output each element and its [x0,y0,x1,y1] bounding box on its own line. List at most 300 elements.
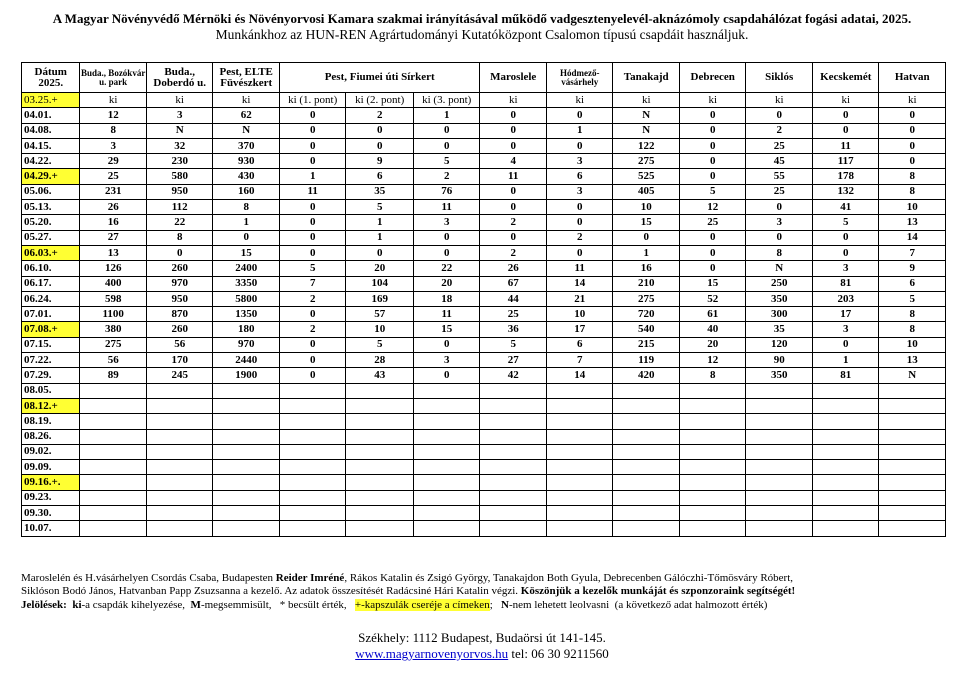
value-cell: 35 [346,184,414,199]
value-cell [146,460,213,475]
value-cell [346,398,414,413]
legend-n: N [501,599,509,611]
value-cell [213,521,280,536]
col-header-hatvan: Hatvan [879,63,946,93]
value-cell [879,414,946,429]
value-cell [546,506,613,521]
value-cell: 3 [413,353,480,368]
value-cell: 55 [746,169,813,184]
value-cell [746,490,813,505]
value-cell: 25 [746,138,813,153]
value-cell [879,460,946,475]
value-cell: 3 [812,261,879,276]
value-cell: 57 [346,307,414,322]
value-cell: 12 [80,108,147,123]
date-cell: 07.29. [22,368,80,383]
value-cell [812,521,879,536]
col-header-buda-doberdo: Buda., Doberdó u. [146,63,213,93]
value-cell [879,506,946,521]
value-cell: 0 [279,215,346,230]
value-cell [812,383,879,398]
table-row [22,429,946,444]
value-cell: 300 [746,307,813,322]
date-cell: 08.26. [22,429,80,444]
phone: tel: 06 30 9211560 [508,646,609,661]
value-cell [279,429,346,444]
legend-n-text: -nem lehetett leolvasni [508,599,610,611]
value-cell [480,475,547,490]
value-cell [80,444,147,459]
value-cell: 420 [613,368,680,383]
col-header-maroslele: Maroslele [480,63,547,93]
value-cell: 0 [546,108,613,123]
value-cell: 0 [480,108,547,123]
value-cell: 67 [480,276,547,291]
table-row [22,414,946,429]
value-cell: 230 [146,154,213,169]
value-cell: 2 [279,291,346,306]
value-cell: 0 [146,245,213,260]
value-cell: N [746,261,813,276]
value-cell [679,521,746,536]
value-cell: 8 [879,307,946,322]
thanks-text: Köszönjük a kezelők munkáját és szponzoraink segítségét! [520,585,796,597]
value-cell: 180 [213,322,280,337]
value-cell: 45 [746,154,813,169]
value-cell: 5 [279,261,346,276]
date-cell: 04.22. [22,154,80,169]
value-cell: 0 [279,108,346,123]
value-cell [279,490,346,505]
value-cell: 21 [546,291,613,306]
value-cell [480,521,547,536]
value-cell [413,444,480,459]
value-cell: ki [80,93,147,108]
unit-row [22,93,946,108]
value-cell: 2 [546,230,613,245]
value-cell [613,506,680,521]
value-cell: 3350 [213,276,280,291]
value-cell [546,490,613,505]
table-row [22,215,946,230]
value-cell [746,475,813,490]
value-cell [679,414,746,429]
value-cell: 35 [746,322,813,337]
table-row [22,398,946,413]
legend-m-text: -megsemmisült, [200,599,272,611]
value-cell: 10 [613,200,680,215]
table-row [22,245,946,260]
value-cell: 25 [80,169,147,184]
legend [21,599,946,612]
value-cell: 0 [679,245,746,260]
contact-line [0,646,964,662]
value-cell: 870 [146,307,213,322]
table-body [22,93,946,537]
col-header-hodmezovasarhely: Hódmező-vásárhely [546,63,613,93]
value-cell: 20 [413,276,480,291]
value-cell [679,398,746,413]
date-cell: 08.12.+ [22,398,80,413]
value-cell: 52 [679,291,746,306]
value-cell: 1 [279,169,346,184]
value-cell [679,475,746,490]
value-cell [346,506,414,521]
trap-data-table [21,62,946,537]
value-cell: 1 [613,245,680,260]
value-cell: 0 [812,230,879,245]
value-cell: 6 [879,276,946,291]
value-cell [613,444,680,459]
date-cell: 05.27. [22,230,80,245]
value-cell: 76 [413,184,480,199]
value-cell: N [613,123,680,138]
value-cell [746,444,813,459]
value-cell: 0 [879,108,946,123]
value-cell: 0 [279,245,346,260]
value-cell: 0 [812,337,879,352]
value-cell [213,398,280,413]
value-cell: 13 [879,215,946,230]
value-cell: 14 [879,230,946,245]
value-cell [546,398,613,413]
page-subtitle: Munkánkhoz az HUN-REN Agrártudományi Kutatóközpont Csalomon típusú csapdáit használjuk. [215,27,749,42]
value-cell: 0 [679,138,746,153]
value-cell: 1 [812,353,879,368]
value-cell: ki (1. pont) [279,93,346,108]
value-cell: 25 [679,215,746,230]
table-row [22,475,946,490]
value-cell: 0 [413,123,480,138]
date-cell: 06.24. [22,291,80,306]
value-cell: 2 [279,322,346,337]
value-cell: 36 [480,322,547,337]
value-cell: 0 [679,261,746,276]
value-cell: 231 [80,184,147,199]
value-cell: 370 [213,138,280,153]
value-cell [346,460,414,475]
value-cell: 2 [346,108,414,123]
legend-star: * becsült érték, [279,599,347,611]
value-cell [812,429,879,444]
value-cell: 20 [346,261,414,276]
table-row [22,506,946,521]
col-header-date: Dátum 2025. [22,63,80,93]
value-cell [613,490,680,505]
legend-ki-text: -a csapdák kihelyezése, [81,599,186,611]
value-cell: 3 [413,215,480,230]
col-header-debrecen: Debrecen [679,63,746,93]
value-cell: 119 [613,353,680,368]
value-cell: 1 [346,230,414,245]
value-cell: 16 [613,261,680,276]
value-cell: 245 [146,368,213,383]
value-cell: 160 [213,184,280,199]
value-cell: 0 [279,200,346,215]
table-row [22,383,946,398]
value-cell [279,506,346,521]
value-cell: 6 [346,169,414,184]
legend-m: M [190,599,201,611]
value-cell [346,429,414,444]
date-cell: 07.01. [22,307,80,322]
value-cell: 0 [279,123,346,138]
value-cell: 2440 [213,353,280,368]
value-cell [213,444,280,459]
footer-text: Siklóson Bodó János, Hatvanban Papp Zsuzsanna a kezelő. Az adatok összesítését Radácsiné Hári Katalin végzi. [21,585,521,597]
value-cell: 56 [146,337,213,352]
value-cell: 3 [746,215,813,230]
value-cell: ki [679,93,746,108]
value-cell: 0 [279,138,346,153]
headquarters [0,630,964,662]
value-cell: 15 [413,322,480,337]
value-cell: 0 [746,230,813,245]
value-cell [80,383,147,398]
value-cell: 400 [80,276,147,291]
value-cell: 5 [480,337,547,352]
value-cell [146,398,213,413]
value-cell: 15 [679,276,746,291]
value-cell [279,383,346,398]
value-cell [80,414,147,429]
value-cell: ki [146,93,213,108]
value-cell [879,444,946,459]
value-cell: 32 [146,138,213,153]
value-cell: 126 [80,261,147,276]
value-cell: 7 [546,353,613,368]
value-cell: 169 [346,291,414,306]
value-cell: 132 [812,184,879,199]
value-cell [812,444,879,459]
value-cell: 15 [613,215,680,230]
value-cell [480,414,547,429]
value-cell: 25 [746,184,813,199]
table-row [22,108,946,123]
value-cell [613,429,680,444]
table-row [22,138,946,153]
value-cell: 2 [746,123,813,138]
address: Székhely: 1112 Budapest, Budaörsi út 141-145. [358,630,606,645]
value-cell: 7 [279,276,346,291]
date-cell: 04.29.+ [22,169,80,184]
value-cell: 2 [480,215,547,230]
value-cell [346,475,414,490]
value-cell [480,506,547,521]
value-cell [879,429,946,444]
value-cell: 275 [613,291,680,306]
value-cell [679,429,746,444]
table-row [22,337,946,352]
value-cell [413,383,480,398]
value-cell [413,460,480,475]
table-row [22,521,946,536]
value-cell: 14 [546,368,613,383]
col-header-buda-bozokvar: Buda., Bozókvár u. park [80,63,147,93]
legend-plus: +-kapszulák cseréje a címeken [354,599,490,611]
value-cell: 2400 [213,261,280,276]
value-cell: 0 [879,138,946,153]
legend-n-note: (a következő adat halmozott érték) [614,599,768,611]
value-cell: 10 [879,337,946,352]
value-cell [480,429,547,444]
value-cell: 1350 [213,307,280,322]
value-cell [812,475,879,490]
value-cell: 5800 [213,291,280,306]
value-cell: 0 [480,200,547,215]
table-row [22,261,946,276]
value-cell [746,414,813,429]
value-cell: 0 [279,230,346,245]
value-cell: 0 [613,230,680,245]
value-cell: 26 [80,200,147,215]
value-cell: 5 [679,184,746,199]
value-cell [746,429,813,444]
value-cell [146,490,213,505]
website-link[interactable]: www.magyarnovenyorvos.hu [355,646,509,661]
value-cell: 0 [213,230,280,245]
value-cell: 13 [879,353,946,368]
value-cell: ki [213,93,280,108]
table-row [22,291,946,306]
value-cell: 380 [80,322,147,337]
value-cell: 11 [413,307,480,322]
value-cell: 3 [146,108,213,123]
value-cell: 40 [679,322,746,337]
page-title: A Magyar Növényvédő Mérnöki és Növényorvosi Kamara szakmai irányításával működő vadgesztenyelevél-aknázómoly csapdahálózat fogási adatai, 2025. [52,11,912,26]
date-cell: 05.06. [22,184,80,199]
legend-semicolon: ; [489,599,493,611]
value-cell: 62 [213,108,280,123]
value-cell: 42 [480,368,547,383]
value-cell: 0 [413,230,480,245]
value-cell: N [879,368,946,383]
value-cell: 17 [812,307,879,322]
value-cell [679,506,746,521]
value-cell [213,414,280,429]
value-cell: 90 [746,353,813,368]
legend-ki: ki [72,599,82,611]
value-cell [879,521,946,536]
date-cell: 07.15. [22,337,80,352]
table-row [22,184,946,199]
value-cell [146,444,213,459]
date-cell: 09.30. [22,506,80,521]
value-cell [746,521,813,536]
value-cell: 0 [480,184,547,199]
value-cell [746,383,813,398]
value-cell [213,506,280,521]
value-cell: 5 [346,337,414,352]
value-cell [279,414,346,429]
value-cell [812,398,879,413]
date-cell: 06.10. [22,261,80,276]
value-cell [679,383,746,398]
value-cell: 0 [413,245,480,260]
value-cell: ki [879,93,946,108]
value-cell [279,460,346,475]
value-cell: 10 [346,322,414,337]
value-cell: 0 [279,154,346,169]
value-cell: 0 [279,368,346,383]
value-cell: 0 [746,108,813,123]
value-cell: ki [480,93,547,108]
table-row [22,368,946,383]
value-cell [613,414,680,429]
value-cell: 215 [613,337,680,352]
value-cell: 18 [413,291,480,306]
value-cell: 8 [879,184,946,199]
value-cell: 22 [146,215,213,230]
value-cell: 0 [879,123,946,138]
value-cell: 430 [213,169,280,184]
table-row [22,154,946,169]
table-row [22,200,946,215]
footer-line-2 [21,585,946,598]
table-row [22,123,946,138]
value-cell [613,383,680,398]
value-cell: 12 [679,200,746,215]
value-cell [213,383,280,398]
value-cell: 15 [213,245,280,260]
value-cell: 1 [213,215,280,230]
value-cell: 0 [546,245,613,260]
value-cell: 12 [679,353,746,368]
value-cell [480,398,547,413]
value-cell: ki [613,93,680,108]
value-cell: 350 [746,291,813,306]
value-cell [80,475,147,490]
value-cell: 22 [413,261,480,276]
value-cell: ki (2. pont) [346,93,414,108]
value-cell [146,429,213,444]
value-cell [812,414,879,429]
value-cell: 970 [146,276,213,291]
value-cell: 8 [879,322,946,337]
value-cell: 29 [80,154,147,169]
value-cell: 120 [746,337,813,352]
value-cell: 0 [413,337,480,352]
footer-line-1 [21,572,946,585]
value-cell: 260 [146,322,213,337]
value-cell: 2 [480,245,547,260]
value-cell: 5 [879,291,946,306]
value-cell [80,460,147,475]
value-cell [480,490,547,505]
value-cell: 8 [746,245,813,260]
value-cell: 0 [480,123,547,138]
value-cell [679,490,746,505]
value-cell [413,398,480,413]
value-cell: 104 [346,276,414,291]
value-cell: 1900 [213,368,280,383]
value-cell: 8 [213,200,280,215]
value-cell: 350 [746,368,813,383]
value-cell [546,414,613,429]
value-cell: 5 [812,215,879,230]
value-cell: 0 [480,138,547,153]
value-cell: 1 [546,123,613,138]
value-cell: 0 [812,108,879,123]
value-cell: 275 [80,337,147,352]
value-cell: 0 [346,138,414,153]
value-cell: 178 [812,169,879,184]
value-cell: ki [812,93,879,108]
value-cell [546,429,613,444]
date-cell: 03.25.+ [22,93,80,108]
value-cell: 81 [812,276,879,291]
value-cell [746,506,813,521]
